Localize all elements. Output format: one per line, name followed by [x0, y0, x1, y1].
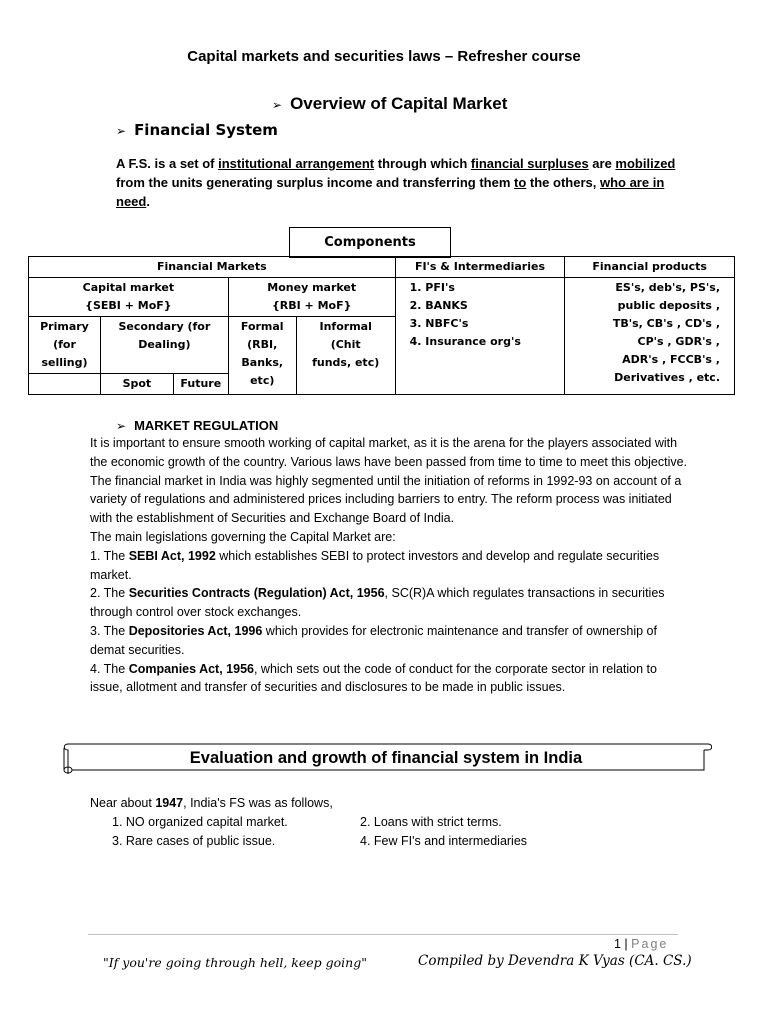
page-number — [614, 937, 668, 951]
footer-quote: "If you're going through hell, keep going" — [103, 955, 367, 970]
secondary-cell: Secondary (for Dealing) — [100, 317, 228, 374]
market-regulation-paragraph: It is important to ensure smooth working of capital market, as it is the arena for the players associated with the economic growth of the country. Various laws have been passed from time to time to meet this objective. The financial market in India was highly segmented until the initiation of reforms in 1992-93 on account of a variety of regulations and administered prices including barriers to entry. The reform process was initiated with the establishment of Securities and Exchange Board of India. — [90, 436, 688, 526]
list-item: 4. Few FI's and intermediaries — [360, 834, 528, 848]
legislation-act-name: Depositories Act, 1996 — [128, 623, 263, 638]
near-1947-line — [90, 794, 333, 813]
overview-heading-text: Overview of Capital Market — [290, 94, 508, 113]
legislation-description: which establishes SEBI to protect investors and develop and regulate securities market. — [90, 548, 660, 582]
empty-cell — [29, 374, 101, 395]
definition-text: are — [588, 156, 616, 171]
footer-compiled-by: Compiled by Devendra K Vyas (CA. CS.) — [418, 953, 692, 969]
products-cell — [565, 278, 735, 395]
legislation-act-name: SEBI Act, 1992 — [128, 548, 216, 563]
underlined-term: institutional arrangement — [218, 156, 375, 171]
legislations-intro: The main legislations governing the Capital Market are: — [90, 529, 396, 544]
arrow-bullet-icon: ➢ — [272, 98, 283, 112]
india-fs-list — [112, 813, 527, 851]
capital-market-regulators: {SEBI + MoF} — [85, 299, 172, 312]
future-cell: Future — [173, 374, 228, 395]
list-row — [112, 813, 527, 832]
capital-market-cell — [29, 278, 229, 317]
fi-list-item: 3. NBFC's — [409, 317, 469, 330]
legislation-description: which provides for electronic maintenance and transfer of ownership of demat securities. — [90, 623, 657, 657]
market-regulation-body — [90, 434, 690, 697]
fi-list-item: 4. Insurance org's — [409, 335, 521, 348]
product-line: ES's, deb's, PS's, — [615, 281, 720, 294]
money-market-regulators: {RBI + MoF} — [271, 299, 352, 312]
spot-cell: Spot — [100, 374, 173, 395]
near-prefix: Near about — [90, 796, 156, 810]
money-market-label: Money market — [267, 281, 357, 294]
financial-system-definition — [116, 154, 696, 211]
legislation-description: , SC(R)A which regulates transactions in securities through control over stock exchanges. — [90, 586, 665, 620]
product-line: ADR's , FCCB's , — [622, 353, 720, 366]
market-regulation-heading — [116, 418, 278, 433]
legislation-prefix: 2. The — [90, 586, 129, 601]
fi-list-item: 2. BANKS — [409, 299, 468, 312]
definition-text: . — [146, 194, 150, 209]
definition-text: A F.S. is a set of — [116, 156, 219, 171]
definition-text: through which — [374, 156, 471, 171]
financial-system-heading — [116, 121, 278, 139]
footer-divider — [88, 934, 678, 935]
fi-list-cell — [395, 278, 565, 395]
underlined-term: financial surpluses — [470, 156, 589, 171]
arrow-bullet-icon: ➢ — [116, 419, 127, 433]
underlined-term: mobilized — [615, 156, 676, 171]
definition-text: from the units generating surplus income and transferring them — [116, 175, 514, 190]
underlined-term: who are in need — [116, 175, 665, 209]
legislation-item — [90, 584, 690, 622]
legislation-description: , which sets out the code of conduct for the corporate sector in relation to issue, allotment and transfer of securities and disclosures to be made in public issues. — [90, 661, 657, 695]
near-year: 1947 — [155, 796, 184, 810]
document-title: Capital markets and securities laws – Refresher course — [187, 48, 581, 65]
overview-heading — [272, 94, 507, 114]
list-row — [112, 832, 527, 851]
products-header: Financial products — [565, 257, 735, 278]
near-suffix: , India's FS was as follows, — [183, 796, 333, 810]
capital-market-label: Capital market — [82, 281, 175, 294]
product-line: TB's, CB's , CD's , — [612, 317, 720, 330]
fi-list-item: 1. PFI's — [409, 281, 455, 294]
product-line: public deposits , — [617, 299, 720, 312]
formal-cell: Formal (RBI, Banks, etc) — [228, 317, 296, 395]
market-regulation-heading-text: MARKET REGULATION — [134, 418, 279, 433]
components-title: Components — [289, 227, 451, 258]
fis-header: FI's & Intermediaries — [395, 257, 565, 278]
legislation-item — [90, 622, 690, 660]
page-word: Page — [631, 937, 669, 951]
arrow-bullet-icon: ➢ — [116, 124, 127, 138]
financial-markets-header: Financial Markets — [29, 257, 396, 278]
legislation-act-name: Companies Act, 1956 — [128, 661, 254, 676]
legislation-prefix: 3. The — [90, 623, 129, 638]
definition-text: the others, — [526, 175, 600, 190]
informal-cell: Informal (Chit funds, etc) — [296, 317, 395, 395]
page-number-value: 1 — [614, 937, 621, 951]
primary-cell: Primary (for selling) — [29, 317, 101, 374]
components-table — [28, 256, 735, 395]
underlined-term: to — [514, 175, 527, 190]
financial-system-heading-text: Financial System — [134, 121, 278, 139]
list-item: 1. NO organized capital market. — [112, 815, 288, 829]
legislation-item — [90, 547, 690, 585]
page-separator: | — [620, 937, 632, 951]
product-line: CP's , GDR's , — [637, 335, 720, 348]
legislation-item — [90, 660, 690, 698]
list-item: 2. Loans with strict terms. — [360, 815, 502, 829]
legislation-act-name: Securities Contracts (Regulation) Act, 1956 — [128, 586, 385, 601]
legislation-prefix: 4. The — [90, 661, 129, 676]
legislation-prefix: 1. The — [90, 548, 129, 563]
money-market-cell — [228, 278, 395, 317]
evaluation-banner-title: Evaluation and growth of financial system in India — [189, 748, 583, 767]
product-line: Derivatives , etc. — [614, 371, 720, 384]
list-item: 3. Rare cases of public issue. — [112, 834, 276, 848]
